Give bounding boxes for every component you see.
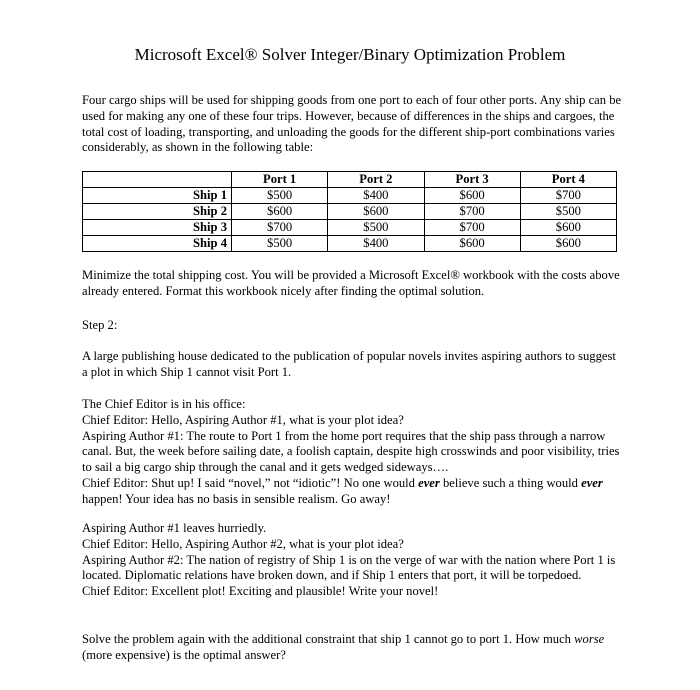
emphasis-worse: worse bbox=[574, 632, 605, 646]
column-header: Port 4 bbox=[520, 172, 616, 188]
table-row bbox=[83, 204, 617, 220]
dialogue-line: The Chief Editor is in his office: bbox=[82, 397, 246, 411]
cost-cell: $500 bbox=[232, 236, 328, 252]
cost-cell: $600 bbox=[232, 204, 328, 220]
final-text-a: Solve the problem again with the additional constraint that ship 1 cannot go to port 1. How much bbox=[82, 632, 575, 646]
row-header: Ship 3 bbox=[83, 220, 232, 236]
cost-cell: $600 bbox=[520, 236, 616, 252]
cost-cell: $600 bbox=[424, 236, 520, 252]
table-row bbox=[83, 220, 617, 236]
cost-cell: $600 bbox=[424, 188, 520, 204]
step2-label bbox=[82, 318, 622, 334]
cost-cell: $600 bbox=[328, 204, 424, 220]
row-header: Ship 2 bbox=[83, 204, 232, 220]
table-corner-cell bbox=[83, 172, 232, 188]
row-header: Ship 4 bbox=[83, 236, 232, 252]
minimize-text: Minimize the total shipping cost. You will be provided a Microsoft Excel® workbook with the costs above already entered. Format this workbook nicely after finding the optimal solution. bbox=[82, 268, 620, 298]
dialogue-line bbox=[82, 476, 622, 508]
final-text-b: (more expensive) is the optimal answer? bbox=[82, 647, 286, 662]
step2-text: Step 2: bbox=[82, 318, 118, 332]
row-header: Ship 1 bbox=[83, 188, 232, 204]
minimize-paragraph bbox=[82, 268, 622, 300]
dialogue-one bbox=[82, 397, 622, 508]
dialogue-line: Chief Editor: Hello, Aspiring Author #2, what is your plot idea? bbox=[82, 536, 404, 551]
dialogue-text: believe such a thing would bbox=[439, 475, 582, 490]
dialogue-line: Aspiring Author #1 leaves hurriedly. bbox=[82, 521, 267, 535]
cost-cell: $700 bbox=[520, 188, 616, 204]
cost-cell: $500 bbox=[232, 188, 328, 204]
intro-text: Four cargo ships will be used for shipping goods from one port to each of four other ports. Any ship can be used for making any one of these four trips. However, because of differences in the ships and cargoes, the total cost of loading, transporting, and unloading the goods for the different ship-port combinations varies considerably, as shown in the following table: bbox=[82, 93, 622, 155]
dialogue-line: Chief Editor: Hello, Aspiring Author #1, what is your plot idea? bbox=[82, 412, 404, 427]
dialogue-line: Aspiring Author #2: The nation of registry of Ship 1 is on the verge of war with the nation where Port 1 is located. Diplomatic relations have broken down, and if Ship 1 enters that port, it will be torpedoed. bbox=[82, 552, 616, 583]
cost-cell: $600 bbox=[520, 220, 616, 236]
cost-cell: $500 bbox=[328, 220, 424, 236]
column-header: Port 3 bbox=[424, 172, 520, 188]
final-question bbox=[82, 632, 622, 664]
column-header: Port 2 bbox=[328, 172, 424, 188]
dialogue-text: Chief Editor: Shut up! I said “novel,” not “idiotic”! No one would bbox=[82, 475, 419, 490]
publishing-text: A large publishing house dedicated to the publication of popular novels invites aspiring authors to suggest a plot in which Ship 1 cannot visit Port 1. bbox=[82, 349, 616, 379]
cost-cell: $400 bbox=[328, 236, 424, 252]
cost-cell: $700 bbox=[424, 220, 520, 236]
dialogue-text: happen! Your idea has no basis in sensible realism. Go away! bbox=[82, 491, 391, 506]
column-header: Port 1 bbox=[232, 172, 328, 188]
dialogue-two bbox=[82, 521, 622, 600]
intro-paragraph bbox=[82, 93, 622, 156]
page-title: Microsoft Excel® Solver Integer/Binary Optimization Problem bbox=[134, 45, 566, 64]
emphasis-ever: ever bbox=[581, 475, 603, 490]
cost-cell: $700 bbox=[424, 204, 520, 220]
cost-cell: $400 bbox=[328, 188, 424, 204]
emphasis-ever: ever bbox=[418, 475, 440, 490]
table-header-row bbox=[83, 172, 617, 188]
table-row bbox=[83, 188, 617, 204]
final-text bbox=[82, 632, 622, 664]
dialogue-line: Aspiring Author #1: The route to Port 1 from the home port requires that the ship pass through a narrow canal. But, the week before sailing date, a foolish captain, despite high crosswinds and poor visibility, tries to sail a big cargo ship through the canal and it gets wedged sideways…. bbox=[82, 428, 620, 475]
cost-table bbox=[82, 171, 617, 252]
publishing-paragraph bbox=[82, 349, 622, 381]
table-row bbox=[83, 236, 617, 252]
cost-cell: $700 bbox=[232, 220, 328, 236]
dialogue-line: Chief Editor: Excellent plot! Exciting and plausible! Write your novel! bbox=[82, 584, 439, 599]
cost-cell: $500 bbox=[520, 204, 616, 220]
